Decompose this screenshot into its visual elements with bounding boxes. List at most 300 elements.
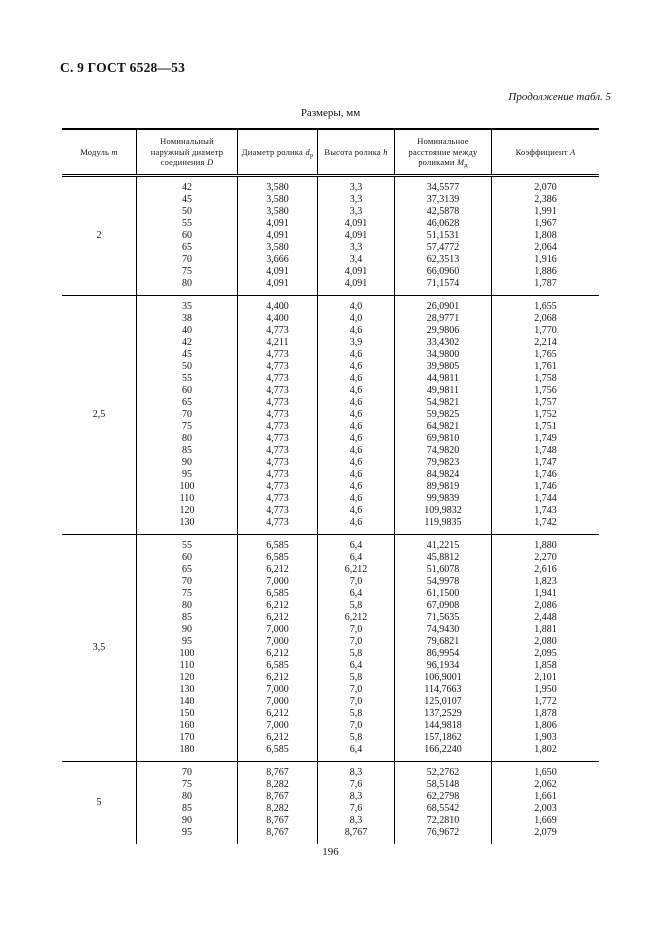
table-cell: 3,580 [266, 206, 289, 217]
table-cell: 1,669 [534, 815, 557, 826]
table-cell: 4,773 [266, 457, 289, 468]
column-outer-diameter [137, 535, 238, 761]
table-cell: 59,9825 [426, 409, 460, 420]
table-cell: 1,802 [534, 744, 557, 755]
table-cell: 1,746 [534, 469, 557, 480]
table-cell: 4,091 [266, 278, 289, 289]
column-header-label: Коэффициент А [515, 146, 576, 157]
table-cell: 95 [182, 827, 192, 838]
column-header-roller-height [318, 130, 395, 174]
table-cell: 34,9800 [426, 349, 460, 360]
table-cell: 99,9839 [426, 493, 460, 504]
table-cell: 1,752 [534, 409, 557, 420]
table-cell: 26,0901 [426, 301, 460, 312]
table-cell: 1,950 [534, 684, 557, 695]
table-cell: 51,1531 [426, 230, 460, 241]
table-cell: 8,3 [349, 791, 363, 802]
table-cell: 6,212 [266, 612, 289, 623]
table-cell: 7,0 [349, 720, 363, 731]
page-header: С. 9 ГОСТ 6528—53 [60, 60, 186, 75]
table-cell: 1,761 [534, 361, 557, 372]
table-cell: 4,773 [266, 517, 289, 528]
table-cell: 4,6 [349, 481, 363, 492]
table-cell: 4,773 [266, 349, 289, 360]
table-cell: 170 [179, 732, 195, 743]
table-cell: 7,0 [349, 624, 363, 635]
table-cell: 79,6821 [426, 636, 460, 647]
table-cell: 1,748 [534, 445, 557, 456]
table-cell: 2,386 [534, 194, 557, 205]
table-cell: 75 [182, 266, 192, 277]
table-body [62, 177, 599, 844]
table-cell: 3,3 [349, 194, 363, 205]
column-outer-diameter [137, 762, 238, 844]
table-cell: 29,9806 [426, 325, 460, 336]
table-cell: 55 [182, 373, 192, 384]
table-cell: 1,967 [534, 218, 557, 229]
table-cell: 1,655 [534, 301, 557, 312]
table-cell: 4,773 [266, 409, 289, 420]
table-cell: 7,6 [349, 803, 363, 814]
table-cell: 2,079 [534, 827, 557, 838]
table-cell: 4,400 [266, 301, 289, 312]
column-header-label: Диаметр ролика $d_р$ [241, 146, 314, 159]
table-cell: 100 [179, 648, 195, 659]
table-cell: 1,765 [534, 349, 557, 360]
column-roller-distance [395, 177, 492, 295]
table-cell: 7,000 [266, 576, 289, 587]
table-cell: 2,003 [534, 803, 557, 814]
table-cell: 72,2810 [426, 815, 460, 826]
table-cell: 4,400 [266, 313, 289, 324]
table-cell: 3,3 [349, 182, 363, 193]
table-cell: 74,9430 [426, 624, 460, 635]
table-cell: 1,751 [534, 421, 557, 432]
table-cell: 4,211 [266, 337, 289, 348]
table-cell: 6,212 [266, 648, 289, 659]
table-cell: 2,080 [534, 636, 557, 647]
table-cell: 3,9 [349, 337, 363, 348]
table-cell: 1,746 [534, 481, 557, 492]
table-cell: 60 [182, 385, 192, 396]
table-cell: 7,0 [349, 576, 363, 587]
table-cell: 4,6 [349, 469, 363, 480]
table-cell: 1,744 [534, 493, 557, 504]
column-coefficient [492, 296, 599, 534]
table-cell: 3,580 [266, 182, 289, 193]
column-header-roller-distance [395, 130, 492, 174]
column-roller-diameter [238, 535, 318, 761]
module-value: 5 [62, 762, 137, 844]
table-cell: 180 [179, 744, 195, 755]
table-cell: 7,0 [349, 636, 363, 647]
table-cell: 4,6 [349, 409, 363, 420]
table-cell: 6,212 [266, 732, 289, 743]
table-cell: 2,616 [534, 564, 557, 575]
table-cell: 125,0107 [424, 696, 462, 707]
table-cell: 50 [182, 361, 192, 372]
table-cell: 2,086 [534, 600, 557, 611]
table-cell: 6,585 [266, 744, 289, 755]
table-cell: 7,000 [266, 720, 289, 731]
table-cell: 54,9978 [426, 576, 460, 587]
table-cell: 60 [182, 230, 192, 241]
table-cell: 6,212 [266, 672, 289, 683]
table-cell: 4,6 [349, 325, 363, 336]
table-cell: 4,091 [344, 230, 368, 241]
table-cell: 1,903 [534, 732, 557, 743]
table-cell: 6,4 [349, 744, 363, 755]
table-cell: 6,212 [266, 708, 289, 719]
table-cell: 42,5878 [426, 206, 460, 217]
table-cell: 1,823 [534, 576, 557, 587]
table-cell: 7,0 [349, 696, 363, 707]
table-cell: 2,448 [534, 612, 557, 623]
table-cell: 42 [182, 182, 192, 193]
table-cell: 6,212 [344, 564, 368, 575]
table-cell: 71,1574 [426, 278, 460, 289]
table-cell: 7,0 [349, 684, 363, 695]
table-cell: 130 [179, 684, 195, 695]
table-cell: 1,880 [534, 540, 557, 551]
table-cell: 4,091 [344, 278, 368, 289]
module-block-2-5 [62, 296, 599, 535]
table-cell: 8,767 [266, 767, 289, 778]
table-cell: 144,9818 [424, 720, 462, 731]
column-header-label: Модуль m [80, 146, 118, 157]
table-cell: 4,773 [266, 505, 289, 516]
table-cell: 120 [179, 672, 195, 683]
table-cell: 119,9835 [424, 517, 462, 528]
table-cell: 5,8 [349, 708, 363, 719]
table-cell: 8,767 [266, 815, 289, 826]
table-cell: 34,5577 [426, 182, 460, 193]
table-cell: 37,3139 [426, 194, 460, 205]
table-cell: 84,9824 [426, 469, 460, 480]
table-cell: 3,3 [349, 206, 363, 217]
table-cell: 2,070 [534, 182, 557, 193]
table-cell: 2,068 [534, 313, 557, 324]
table-cell: 86,9954 [426, 648, 460, 659]
table-cell: 76,9672 [426, 827, 460, 838]
table-cell: 120 [179, 505, 195, 516]
table-cell: 1,756 [534, 385, 557, 396]
module-value: 3,5 [62, 535, 137, 761]
table-cell: 75 [182, 588, 192, 599]
table-cell: 6,585 [266, 588, 289, 599]
table-cell: 8,282 [266, 779, 289, 790]
table-cell: 3,666 [266, 254, 289, 265]
table-cell: 2,270 [534, 552, 557, 563]
table-cell: 66,0960 [426, 266, 460, 277]
table-cell: 160 [179, 720, 195, 731]
table-cell: 6,4 [349, 660, 363, 671]
column-roller-distance [395, 762, 492, 844]
table-cell: 4,6 [349, 517, 363, 528]
table-cell: 1,770 [534, 325, 557, 336]
table-cell: 70 [182, 576, 192, 587]
table-cell: 140 [179, 696, 195, 707]
table-cell: 8,767 [266, 791, 289, 802]
table-cell: 74,9820 [426, 445, 460, 456]
table-cell: 5,8 [349, 732, 363, 743]
column-coefficient [492, 177, 599, 295]
table-cell: 79,9823 [426, 457, 460, 468]
table-cell: 1,806 [534, 720, 557, 731]
dimensions-table [62, 128, 599, 844]
table-cell: 1,858 [534, 660, 557, 671]
column-outer-diameter [137, 296, 238, 534]
table-cell: 1,742 [534, 517, 557, 528]
table-cell: 6,212 [344, 612, 368, 623]
table-cell: 2,064 [534, 242, 557, 253]
page-number: 196 [322, 846, 339, 858]
table-cell: 58,5148 [426, 779, 460, 790]
table-cell: 35 [182, 301, 192, 312]
column-roller-height [318, 535, 395, 761]
table-cell: 40 [182, 325, 192, 336]
units-caption: Размеры, мм [300, 107, 361, 119]
table-cell: 1,787 [534, 278, 557, 289]
table-cell: 3,4 [349, 254, 363, 265]
table-cell: 46,0628 [426, 218, 460, 229]
table-cell: 110 [179, 660, 195, 671]
table-cell: 4,6 [349, 349, 363, 360]
table-cell: 75 [182, 421, 192, 432]
table-cell: 65 [182, 242, 192, 253]
table-cell: 7,000 [266, 696, 289, 707]
table-cell: 4,6 [349, 361, 363, 372]
table-cell: 5,8 [349, 600, 363, 611]
table-cell: 4,091 [266, 266, 289, 277]
table-cell: 85 [182, 612, 192, 623]
module-value: 2 [62, 177, 137, 295]
table-cell: 80 [182, 433, 192, 444]
table-cell: 109,9832 [424, 505, 462, 516]
table-cell: 4,773 [266, 325, 289, 336]
column-roller-diameter [238, 762, 318, 844]
table-cell: 55 [182, 540, 192, 551]
table-cell: 39,9805 [426, 361, 460, 372]
column-roller-height [318, 762, 395, 844]
table-cell: 1,808 [534, 230, 557, 241]
table-cell: 80 [182, 278, 192, 289]
table-cell: 1,878 [534, 708, 557, 719]
table-cell: 1,758 [534, 373, 557, 384]
table-cell: 4,6 [349, 385, 363, 396]
table-cell: 4,773 [266, 373, 289, 384]
table-cell: 85 [182, 445, 192, 456]
table-cell: 6,212 [266, 600, 289, 611]
table-cell: 166,2240 [424, 744, 462, 755]
table-cell: 28,9771 [426, 313, 460, 324]
table-cell: 4,091 [266, 218, 289, 229]
table-cell: 1,757 [534, 397, 557, 408]
table-cell: 41,2215 [426, 540, 460, 551]
table-cell: 70 [182, 409, 192, 420]
column-roller-distance [395, 296, 492, 534]
table-cell: 5,8 [349, 648, 363, 659]
table-cell: 90 [182, 624, 192, 635]
table-cell: 95 [182, 636, 192, 647]
table-cell: 85 [182, 803, 192, 814]
table-cell: 1,650 [534, 767, 557, 778]
table-cell: 114,7663 [424, 684, 462, 695]
table-cell: 6,585 [266, 552, 289, 563]
table-cell: 45,8812 [426, 552, 460, 563]
table-cell: 1,772 [534, 696, 557, 707]
table-cell: 45 [182, 349, 192, 360]
table-cell: 69,9810 [426, 433, 460, 444]
table-cell: 1,881 [534, 624, 557, 635]
table-cell: 61,1500 [426, 588, 460, 599]
table-continuation-label: Продолжение табл. 5 [508, 91, 611, 103]
table-cell: 50 [182, 206, 192, 217]
table-cell: 8,3 [349, 767, 363, 778]
table-cell: 3,580 [266, 242, 289, 253]
table-cell: 4,0 [349, 313, 363, 324]
table-cell: 60 [182, 552, 192, 563]
table-cell: 80 [182, 600, 192, 611]
table-cell: 51,6078 [426, 564, 460, 575]
table-cell: 4,091 [266, 230, 289, 241]
table-cell: 75 [182, 779, 192, 790]
table-cell: 70 [182, 254, 192, 265]
table-cell: 38 [182, 313, 192, 324]
table-cell: 65 [182, 397, 192, 408]
column-roller-height [318, 296, 395, 534]
table-cell: 4,091 [344, 266, 368, 277]
table-cell: 6,585 [266, 660, 289, 671]
table-cell: 45 [182, 194, 192, 205]
table-cell: 33,4302 [426, 337, 460, 348]
table-cell: 4,773 [266, 445, 289, 456]
table-cell: 4,6 [349, 433, 363, 444]
column-header-label: Высота ролика h [324, 146, 388, 157]
table-cell: 1,991 [534, 206, 557, 217]
column-outer-diameter [137, 177, 238, 295]
column-roller-distance [395, 535, 492, 761]
table-cell: 4,773 [266, 397, 289, 408]
table-cell: 4,773 [266, 469, 289, 480]
table-cell: 52,2762 [426, 767, 460, 778]
table-cell: 90 [182, 815, 192, 826]
column-header-label: Номинальный наружный диаметр соединения D [150, 136, 224, 168]
table-cell: 4,773 [266, 385, 289, 396]
table-cell: 4,6 [349, 421, 363, 432]
table-cell: 8,767 [344, 827, 368, 838]
table-cell: 7,000 [266, 636, 289, 647]
table-cell: 4,6 [349, 457, 363, 468]
column-roller-diameter [238, 296, 318, 534]
module-block-3-5 [62, 535, 599, 762]
table-cell: 57,4772 [426, 242, 460, 253]
table-cell: 1,749 [534, 433, 557, 444]
table-cell: 4,773 [266, 433, 289, 444]
table-cell: 106,9001 [424, 672, 462, 683]
table-cell: 70 [182, 767, 192, 778]
table-cell: 137,2529 [424, 708, 462, 719]
table-cell: 8,282 [266, 803, 289, 814]
table-cell: 6,212 [266, 564, 289, 575]
column-header-label: Номинальное расстояние между роликами $М_д$ [408, 136, 478, 170]
table-cell: 7,000 [266, 684, 289, 695]
table-cell: 4,773 [266, 421, 289, 432]
table-cell: 7,000 [266, 624, 289, 635]
table-cell: 2,101 [534, 672, 557, 683]
table-cell: 71,5635 [426, 612, 460, 623]
table-cell: 8,767 [266, 827, 289, 838]
table-cell: 54,9821 [426, 397, 460, 408]
table-cell: 4,6 [349, 373, 363, 384]
table-cell: 130 [179, 517, 195, 528]
module-block-5 [62, 762, 599, 844]
table-cell: 49,9811 [426, 385, 460, 396]
table-cell: 1,941 [534, 588, 557, 599]
table-cell: 6,4 [349, 552, 363, 563]
table-cell: 95 [182, 469, 192, 480]
table-cell: 100 [179, 481, 195, 492]
table-cell: 4,773 [266, 361, 289, 372]
column-coefficient [492, 762, 599, 844]
table-cell: 62,2798 [426, 791, 460, 802]
table-cell: 6,4 [349, 588, 363, 599]
column-header-coefficient [492, 130, 599, 174]
table-cell: 110 [179, 493, 195, 504]
column-roller-diameter [238, 177, 318, 295]
table-cell: 65 [182, 564, 192, 575]
table-cell: 1,886 [534, 266, 557, 277]
table-cell: 62,3513 [426, 254, 460, 265]
column-roller-height [318, 177, 395, 295]
table-cell: 1,661 [534, 791, 557, 802]
table-cell: 2,095 [534, 648, 557, 659]
table-cell: 150 [179, 708, 195, 719]
table-cell: 3,580 [266, 194, 289, 205]
table-cell: 3,3 [349, 242, 363, 253]
table-cell: 6,585 [266, 540, 289, 551]
table-cell: 8,3 [349, 815, 363, 826]
table-cell: 4,773 [266, 481, 289, 492]
table-cell: 4,6 [349, 397, 363, 408]
table-cell: 42 [182, 337, 192, 348]
table-cell: 67,0908 [426, 600, 460, 611]
table-cell: 4,091 [344, 218, 368, 229]
column-coefficient [492, 535, 599, 761]
table-cell: 80 [182, 791, 192, 802]
table-cell: 1,743 [534, 505, 557, 516]
table-cell: 1,747 [534, 457, 557, 468]
table-cell: 4,6 [349, 493, 363, 504]
table-cell: 55 [182, 218, 192, 229]
table-header-row [62, 128, 599, 177]
table-cell: 64,9821 [426, 421, 460, 432]
table-cell: 2,062 [534, 779, 557, 790]
table-cell: 5,8 [349, 672, 363, 683]
module-block-2 [62, 177, 599, 296]
table-cell: 90 [182, 457, 192, 468]
table-cell: 96,1934 [426, 660, 460, 671]
column-header-roller-diameter [238, 130, 318, 174]
table-cell: 157,1862 [424, 732, 462, 743]
column-header-module [62, 130, 137, 174]
table-cell: 4,773 [266, 493, 289, 504]
table-cell: 1,916 [534, 254, 557, 265]
table-cell: 89,9819 [426, 481, 460, 492]
table-cell: 4,0 [349, 301, 363, 312]
table-cell: 7,6 [349, 779, 363, 790]
table-cell: 68,5542 [426, 803, 460, 814]
